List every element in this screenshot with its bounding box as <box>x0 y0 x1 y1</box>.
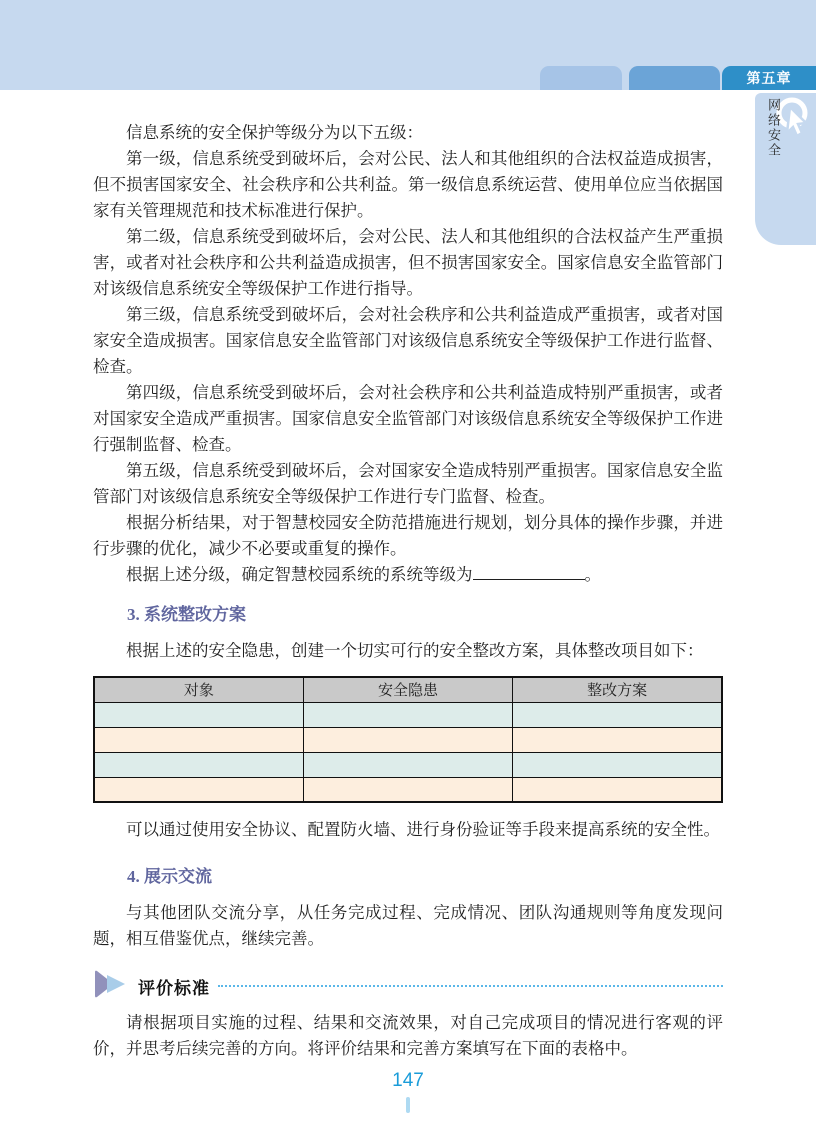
page-number: 147 <box>392 1070 424 1091</box>
level-2-paragraph: 第二级，信息系统受到破坏后，会对公民、法人和其他组织的合法权益产生严重损害，或者对社会秩序和公共利益造成损害，但不损害国家安全。国家信息安全监管部门对该级信息系统安全等级保护工作进行指导。 <box>93 227 723 298</box>
grade-fill-in-line <box>93 562 723 588</box>
table-header-row <box>94 677 722 702</box>
section-4-heading: 4. 展示交流 <box>127 867 212 886</box>
table-cell[interactable] <box>94 702 303 727</box>
level-1-paragraph: 第一级，信息系统受到破坏后，会对公民、法人和其他组织的合法权益造成损害，但不损害国家安全、社会秩序和公共利益。第一级信息系统运营、使用单位应当依据国家有关管理规范和技术标准进行保护。 <box>93 149 723 220</box>
section-3-intro: 根据上述的安全隐患，创建一个切实可行的安全整改方案，具体整改项目如下： <box>126 641 704 660</box>
analysis-paragraph: 根据分析结果，对于智慧校园安全防范措施进行规划，划分具体的操作步骤，并进行步骤的优化，减少不必要或重复的操作。 <box>93 513 723 558</box>
level-3-paragraph: 第三级，信息系统受到破坏后，会对社会秩序和公共利益造成严重损害，或者对国家安全造成损害。国家信息安全监管部门对该级信息系统安全等级保护工作进行监督、检查。 <box>93 305 723 376</box>
chapter-tab-inactive-2[interactable] <box>629 66 720 90</box>
page-tick-mark <box>406 1097 410 1113</box>
level-4-paragraph: 第四级，信息系统受到破坏后，会对社会秩序和公共利益造成特别严重损害，或者对国家安全造成严重损害。国家信息安全监管部门对该级信息系统安全等级保护工作进行强制监督、检查。 <box>93 383 723 454</box>
chapter-tab-inactive-1[interactable] <box>540 66 622 90</box>
table-cell[interactable] <box>513 777 722 802</box>
page-footer <box>0 1070 816 1113</box>
level-5-paragraph: 第五级，信息系统受到破坏后，会对国家安全造成特别严重损害。国家信息安全监管部门对该级信息系统安全等级保护工作进行专门监督、检查。 <box>93 461 723 506</box>
header-band <box>0 0 816 90</box>
table-cell[interactable] <box>94 777 303 802</box>
table-cell[interactable] <box>513 702 722 727</box>
chapter-tab-label: 第五章 <box>746 70 792 86</box>
grade-line-suffix: 。 <box>584 565 601 584</box>
table-row <box>94 702 722 727</box>
section-4-paragraph: 与其他团队交流分享，从任务完成过程、完成情况、团队沟通规则等角度发现问题，相互借鉴优点，继续完善。 <box>93 903 723 948</box>
grade-blank-field[interactable] <box>473 566 585 580</box>
table-header-object: 对象 <box>94 677 303 702</box>
security-note-paragraph: 可以通过使用安全协议、配置防火墙、进行身份验证等手段来提高系统的安全性。 <box>126 820 720 839</box>
section-3-heading: 3. 系统整改方案 <box>127 605 246 624</box>
table-cell[interactable] <box>513 727 722 752</box>
evaluation-banner <box>93 971 723 1001</box>
evaluation-title: 评价标准 <box>138 978 210 998</box>
table-row <box>94 752 722 777</box>
page-content <box>93 120 723 1062</box>
table-row <box>94 777 722 802</box>
evaluation-paragraph: 请根据项目实施的过程、结果和交流效果，对自己完成项目的情况进行客观的评价，并思考后续完善的方向。将评价结果和完善方案填写在下面的表格中。 <box>93 1013 723 1058</box>
chapter-tab-current[interactable] <box>722 66 816 90</box>
grade-line-prefix: 根据上述分级，确定智慧校园系统的系统等级为 <box>126 565 473 584</box>
intro-line: 信息系统的安全保护等级分为以下五级： <box>126 123 423 142</box>
double-triangle-icon <box>93 970 129 1003</box>
rectification-table <box>93 676 723 803</box>
sidebar-vertical-title: 网络安全 <box>766 98 781 158</box>
table-header-hazard: 安全隐患 <box>303 677 512 702</box>
table-header-plan: 整改方案 <box>513 677 722 702</box>
table-cell[interactable] <box>513 752 722 777</box>
table-cell[interactable] <box>94 752 303 777</box>
table-cell[interactable] <box>94 727 303 752</box>
sidebar-chapter-tab[interactable] <box>755 93 816 245</box>
table-cell[interactable] <box>303 702 512 727</box>
table-cell[interactable] <box>303 727 512 752</box>
table-cell[interactable] <box>303 752 512 777</box>
table-row <box>94 727 722 752</box>
table-cell[interactable] <box>303 777 512 802</box>
dotted-divider <box>218 985 723 987</box>
